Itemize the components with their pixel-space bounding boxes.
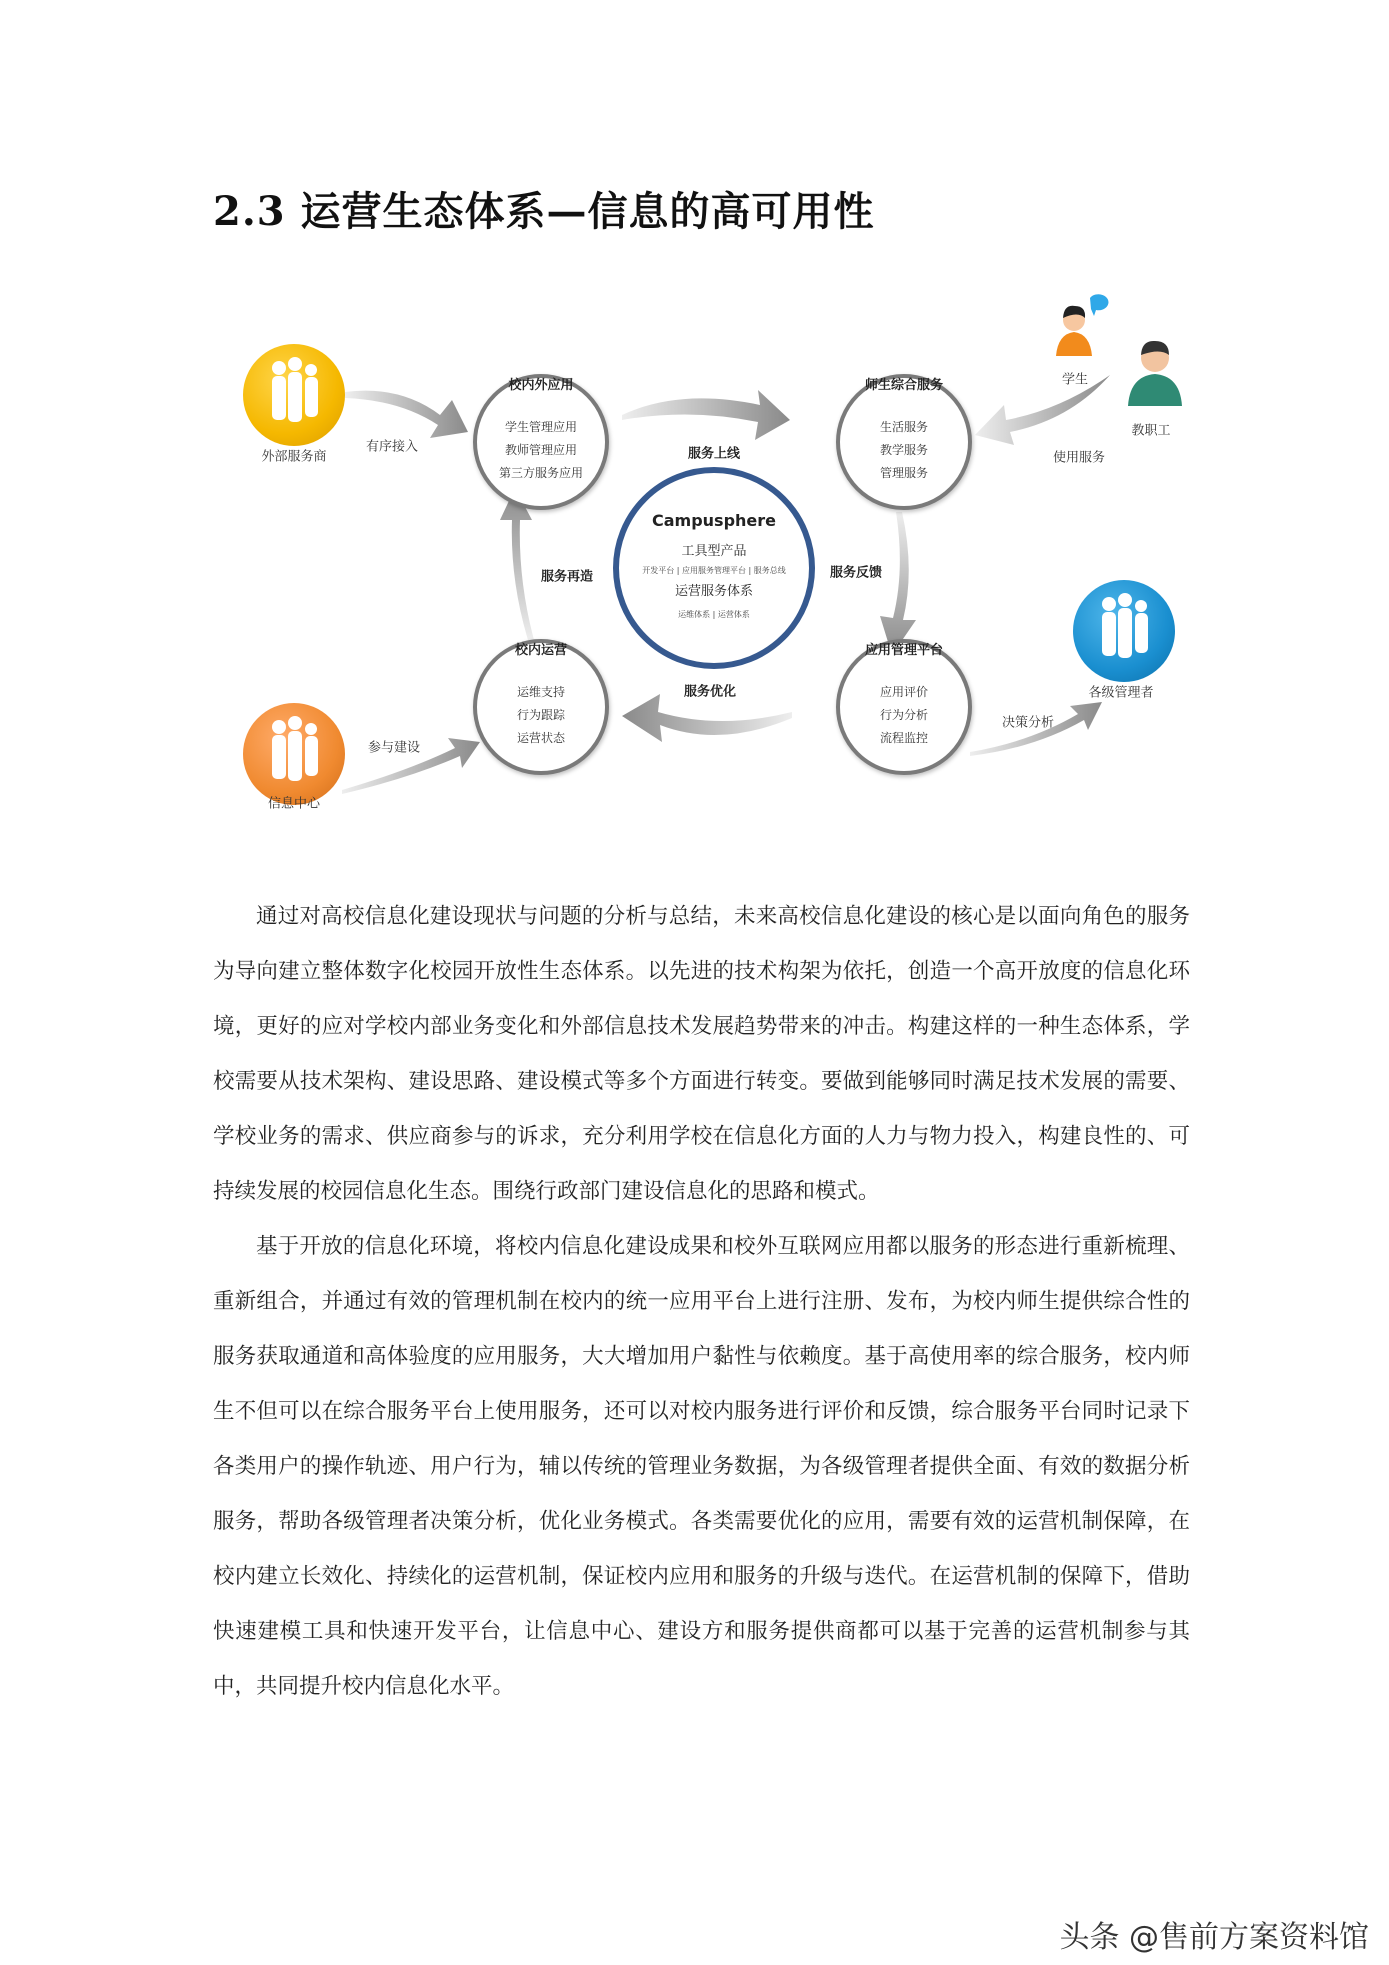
people-group-icon-yellow [243,344,345,446]
flow-decision-label: 决策分析 [1001,715,1055,731]
node-item: 学生管理应用 [504,420,577,434]
node-title: 师生综合服务 [864,378,943,393]
node-item: 教师管理应用 [504,443,577,457]
student-icon [1048,292,1118,362]
node-title: 校内运营 [514,643,567,658]
actor-managers-label: 各级管理者 [1088,685,1154,701]
body-text [213,889,1190,1714]
node-services [836,374,972,510]
staff-icon [1124,332,1186,408]
node-item: 运营状态 [516,731,565,745]
cycle-top-label: 服务上线 [687,446,741,462]
cycle-right-label: 服务反馈 [829,565,883,581]
core-name: Campusphere [651,511,776,530]
node-item: 教学服务 [879,443,928,457]
campusphere-core [613,467,815,669]
paragraph: 通过对高校信息化建设现状与问题的分析与总结，未来高校信息化建设的核心是以面向角色的服务为导向建立整体数字化校园开放性生态体系。以先进的技术构架为依托，创造一个高开放度的信息化环境，更好的应对学校内部业务变化和外部信息技术发展趋势带来的冲击。构建这样的一种生态体系，学校需要从技术架构、建设思路、建设模式等多个方面进行转变。要做到能够同时满足技术发展的需要、学校业务的需求、供应商参与的诉求，充分利用学校在信息化方面的人力与物力投入，构建良性的、可持续发展的校园信息化生态。围绕行政部门建设信息化的思路和模式。 [213,904,1190,1204]
node-title: 应用管理平台 [864,643,943,658]
arrow-service-online [622,390,790,440]
actor-info-center-label: 信息中心 [267,796,321,812]
node-apps [473,374,609,510]
cycle-left-label: 服务再造 [540,569,594,585]
arrow-service-rebuild [500,488,534,640]
arrow-service-feedback [880,512,916,655]
node-title: 校内外应用 [508,378,574,393]
ecosystem-diagram [0,0,1389,860]
node-operations [473,639,609,775]
node-item: 流程监控 [879,731,928,745]
paragraph: 基于开放的信息化环境，将校内信息化建设成果和校外互联网应用都以服务的形态进行重新梳理、重新组合，并通过有效的管理机制在校内的统一应用平台上进行注册、发布，为校内师生提供综合性的服务获取通道和高体验度的应用服务，大大增加用户黏性与依赖度。基于高使用率的综合服务，校内师生不但可以在综合服务平台上使用服务，还可以对校内服务进行评价和反馈，综合服务平台同时记录下各类用户的操作轨迹、用户行为，辅以传统的管理业务数据，为各级管理者提供全面、有效的数据分析服务，帮助各级管理者决策分析，优化业务模式。各类需要优化的应用，需要有效的运营机制保障，在校内建立长效化、持续化的运营机制，保证校内应用和服务的升级与迭代。在运营机制的保障下，借助快速建模工具和快速开发平台，让信息中心、建设方和服务提供商都可以基于完善的运营机制参与其中，共同提升校内信息化水平。 [213,1234,1190,1699]
flow-use-service-label: 使用服务 [1052,450,1106,466]
core-service: 运营服务体系 [674,584,753,599]
actor-external-label: 外部服务商 [261,449,327,465]
actor-staff-label: 教职工 [1131,423,1171,439]
flow-participate-label: 参与建设 [367,740,421,756]
node-item: 行为分析 [879,708,928,722]
watermark: 头条 @售前方案资料馆 [1059,1920,1369,1955]
people-group-icon-blue [1073,580,1175,682]
node-item: 应用评价 [879,685,928,699]
node-item: 第三方服务应用 [498,466,583,480]
flow-arrows [0,0,1389,860]
section-title: 2.3 运营生态体系—信息的高可用性 [213,188,875,235]
node-app-platform [836,639,972,775]
core-product: 工具型产品 [681,544,747,559]
arrow-service-optimize [622,694,792,742]
core-product-items: 开发平台 | 应用服务管理平台 | 服务总线 [642,566,786,575]
core-service-items: 运维体系 | 运营体系 [678,610,750,619]
arrow-orderly-access [345,391,468,438]
cycle-bottom-label: 服务优化 [683,684,737,700]
arrow-use-service [975,375,1110,445]
node-item: 生活服务 [879,420,928,434]
flow-orderly-access-label: 有序接入 [365,439,419,455]
node-item: 运维支持 [516,685,565,699]
node-item: 行为跟踪 [516,708,565,722]
people-group-icon-orange [243,703,345,805]
node-item: 管理服务 [879,466,928,480]
actor-student-label: 学生 [1061,372,1089,388]
